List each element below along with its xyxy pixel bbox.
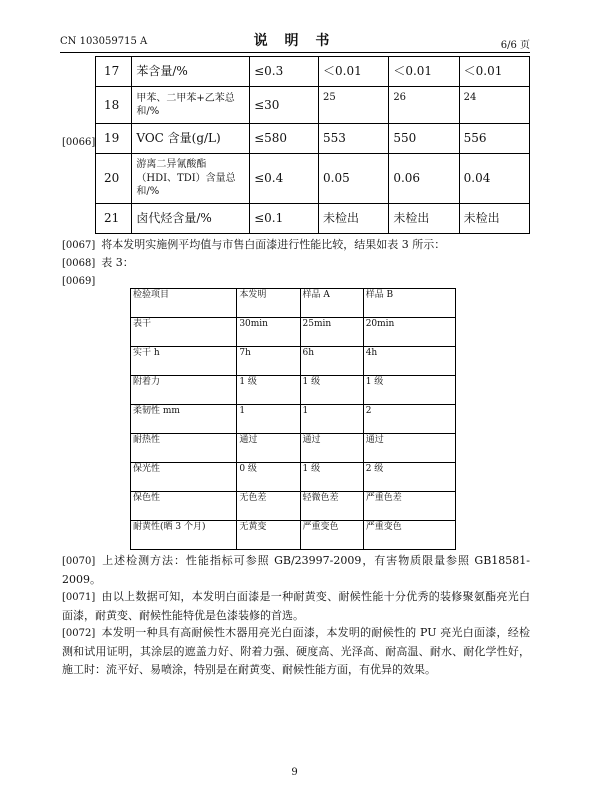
paragraph-tag: [0069]: [62, 276, 96, 287]
paragraph-0072: [62, 624, 530, 679]
paragraph-text: 表 3：: [101, 256, 134, 269]
row-number: 21: [96, 204, 132, 234]
table-cell: 6h: [300, 347, 363, 376]
paragraph-0070: [62, 552, 530, 589]
standard-value: ≤0.1: [250, 204, 319, 234]
result-value: 0.04: [459, 154, 529, 204]
paragraph-0068: [62, 254, 530, 273]
result-value: 553: [319, 124, 389, 154]
test-item: 甲苯、二甲苯+乙苯总和/%: [132, 87, 250, 124]
column-header: 本发明: [237, 289, 300, 318]
table-cell: 4h: [363, 347, 455, 376]
table-cell: 1 级: [300, 376, 363, 405]
table-cell: 保光性: [131, 463, 237, 492]
table-cell: 1 级: [300, 463, 363, 492]
column-header: 样品 A: [300, 289, 363, 318]
table-row: [96, 87, 530, 124]
table-cell: 20min: [363, 318, 455, 347]
table-cell: 1 级: [237, 376, 300, 405]
row-number: 17: [96, 57, 132, 87]
row-number: 20: [96, 154, 132, 204]
test-item: 苯含量/%: [132, 57, 250, 87]
table-cell: 通过: [363, 434, 455, 463]
table-row: [131, 463, 456, 492]
standard-value: ≤30: [250, 87, 319, 124]
result-value: 26: [389, 87, 459, 124]
test-item: 卤代烃含量/%: [132, 204, 250, 234]
table-row: [131, 318, 456, 347]
paragraph-tag: [0072]: [62, 628, 96, 639]
table-cell: 严重色差: [363, 492, 455, 521]
paragraph-tag: [0071]: [62, 592, 96, 603]
table-cell: 表干: [131, 318, 237, 347]
standard-value: ≤0.3: [250, 57, 319, 87]
table-cell: 1 级: [363, 376, 455, 405]
paragraph-text: 将本发明实施例平均值与市售白面漆进行性能比较，结果如表 3 所示：: [101, 238, 446, 251]
table-row: [131, 521, 456, 550]
table-cell: 附着力: [131, 376, 237, 405]
standard-value: ≤580: [250, 124, 319, 154]
results-table-continued: [95, 56, 530, 234]
table-cell: 0 级: [237, 463, 300, 492]
table-row: [131, 347, 456, 376]
result-value: 25: [319, 87, 389, 124]
header-divider: [60, 52, 530, 53]
table-cell: 25min: [300, 318, 363, 347]
document-title: 说 明 书: [253, 33, 336, 49]
paragraph-text: 本发明一种具有高耐候性木器用亮光白面漆，本发明的耐候性的 PU 亮光白面漆，经检测和试用证明，其涂层的遮盖力好、附着力强、硬度高、光泽高、耐高温、耐水、耐化学性好，施工时：流平好、易喷涂，特别是在耐黄变、耐候性能方面，有优异的效果。: [62, 626, 530, 676]
test-item: 游离二异氰酸酯（HDI、TDI）含量总和/%: [132, 154, 250, 204]
paragraph-tag: [0068]: [62, 258, 96, 269]
table-row: [96, 154, 530, 204]
row-number: 18: [96, 87, 132, 124]
column-header: 样品 B: [363, 289, 455, 318]
table-cell: 30min: [237, 318, 300, 347]
table-row: [96, 57, 530, 87]
table-cell: 通过: [237, 434, 300, 463]
paragraph-0071: [62, 588, 530, 625]
result-value: 24: [459, 87, 529, 124]
standard-value: ≤0.4: [250, 154, 319, 204]
paragraph-tag: [0067]: [62, 240, 96, 251]
page-number: 9: [291, 767, 298, 778]
table-cell: 耐热性: [131, 434, 237, 463]
result-value: ＜0.01: [389, 57, 459, 87]
table-cell: 无色差: [237, 492, 300, 521]
row-number: 19: [96, 124, 132, 154]
patent-number: CN 103059715 A: [60, 36, 148, 47]
table-row: [131, 405, 456, 434]
table-cell: 2: [363, 405, 455, 434]
table-cell: 1: [300, 405, 363, 434]
result-value: 0.05: [319, 154, 389, 204]
table-cell: 严重变色: [300, 521, 363, 550]
table-cell: 实干 h: [131, 347, 237, 376]
paragraph-tag: [0070]: [62, 556, 96, 567]
table-row: [131, 492, 456, 521]
paragraph-0067: [62, 236, 530, 255]
table-row: [96, 204, 530, 234]
table-row: [131, 434, 456, 463]
table-cell: 柔韧性 mm: [131, 405, 237, 434]
result-value: 556: [459, 124, 529, 154]
table-cell: 保色性: [131, 492, 237, 521]
result-value: 未检出: [459, 204, 529, 234]
result-value: 550: [389, 124, 459, 154]
table-cell: 严重变色: [363, 521, 455, 550]
result-value: 0.06: [389, 154, 459, 204]
comparison-table: [130, 288, 456, 550]
table-row: [96, 124, 530, 154]
paragraph-tag-0066: [0066]: [62, 137, 96, 148]
result-value: ＜0.01: [319, 57, 389, 87]
table-cell: 2 级: [363, 463, 455, 492]
table-cell: 通过: [300, 434, 363, 463]
table-cell: 1: [237, 405, 300, 434]
result-value: 未检出: [319, 204, 389, 234]
column-header: 检验项目: [131, 289, 237, 318]
paragraph-text: 由以上数据可知，本发明白面漆是一种耐黄变、耐候性能十分优秀的装修聚氨酯亮光白面漆，耐黄变、耐候性能特优是色漆装修的首选。: [62, 590, 530, 622]
table-row: [131, 376, 456, 405]
page-indicator: 6/6 页: [500, 40, 530, 51]
paragraph-text: 上述检测方法：性能指标可参照 GB/23997-2009，有害物质限量参照 GB18581-2009。: [62, 554, 530, 586]
table-cell: 无黄变: [237, 521, 300, 550]
table-cell: 轻微色差: [300, 492, 363, 521]
result-value: ＜0.01: [459, 57, 529, 87]
test-item: VOC 含量(g/L): [132, 124, 250, 154]
result-value: 未检出: [389, 204, 459, 234]
table-header-row: [131, 289, 456, 318]
table-cell: 耐黄性(晒 3 个月): [131, 521, 237, 550]
table-cell: 7h: [237, 347, 300, 376]
